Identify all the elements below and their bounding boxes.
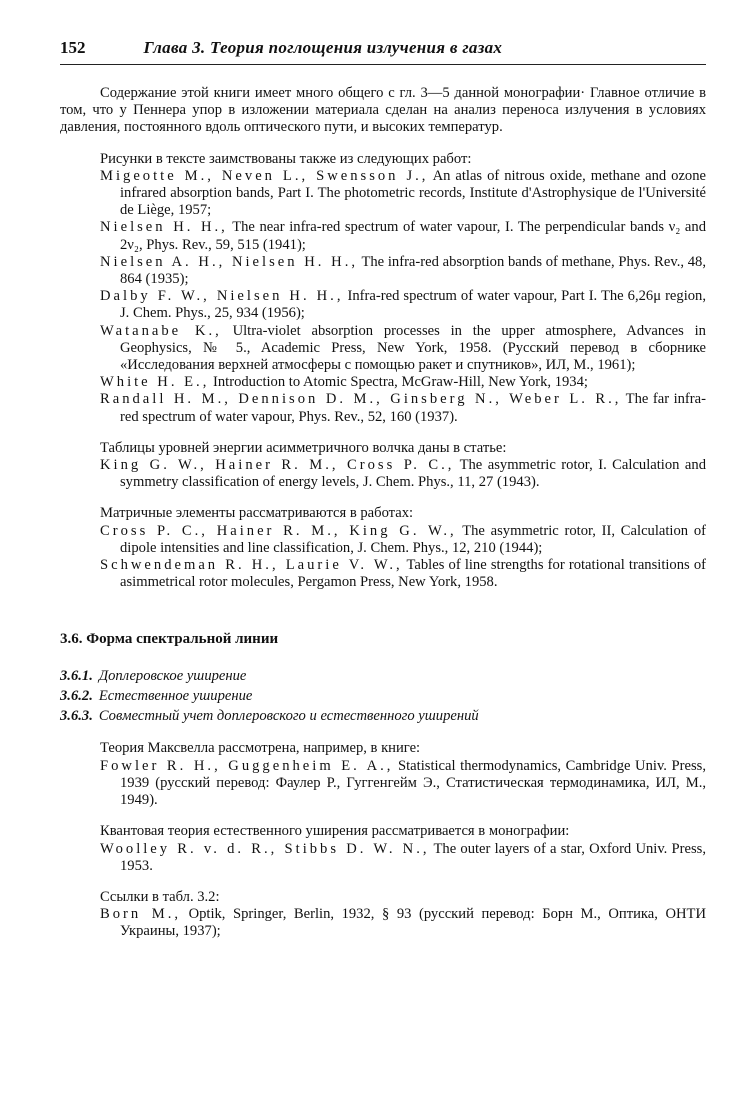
- section-number: 3.6.: [60, 631, 83, 648]
- subsection-heading: [60, 666, 706, 686]
- subsection-heading: [60, 706, 706, 726]
- reference-entry: [100, 758, 706, 810]
- figures-reference-block: [100, 151, 706, 426]
- page-number: 152: [60, 38, 86, 57]
- block-lead: Квантовая теория естественного уширения рассматривается в монографии:: [100, 823, 570, 840]
- reference-text: The asymmetric rotor, I. Calculation and symmetry classification of energy levels, J. Chem. Phys., 11, 27 (1943).: [120, 457, 706, 491]
- block-lead: Таблицы уровней энергии асимметричного волчка даны в статье:: [100, 439, 507, 456]
- reference-list: [100, 758, 706, 810]
- reference-list: [100, 523, 706, 592]
- reference-entry: [100, 288, 706, 322]
- reference-author: Fowler R. H., Guggenheim E. A.,: [100, 757, 394, 774]
- reference-author: White H. E.,: [100, 374, 210, 391]
- reference-text: The near infra-red spectrum of water vapour, I. The perpendicular bands ν₂ and 2ν₂, Phys. Rev., 59, 515 (1941);: [120, 219, 707, 253]
- reference-text: The asymmetric rotor, II, Calculation of dipole intensities and line classification, J. Chem. Phys., 12, 210 (1944);: [120, 522, 706, 556]
- tables-reference-block: [100, 440, 706, 492]
- reference-author: Cross P. C., Hainer R. M., King G. W.,: [100, 522, 457, 539]
- maxwell-reference-block: [100, 740, 706, 809]
- reference-text: An atlas of nitrous oxide, methane and ozone infrared absorption bands, Part I. The photometric records, Institute d'Astrophysique de l'Université de Liège, 1957;: [120, 167, 706, 219]
- reference-list: [100, 906, 706, 940]
- reference-text: The outer layers of a star, Oxford Univ. Press, 1953.: [120, 840, 707, 874]
- subsection-number: 3.6.1.: [60, 668, 93, 685]
- reference-list: [100, 168, 706, 426]
- running-title: Глава 3. Теория поглощения излучения в газах: [143, 38, 503, 57]
- reference-entry: [100, 557, 706, 591]
- quantum-reference-block: [100, 823, 706, 875]
- reference-text: Infra-red spectrum of water vapour, Part I. The 6,26μ region, J. Chem. Phys., 25, 934 (1956);: [120, 288, 707, 322]
- reference-text: The infra-red absorption bands of methane, Phys. Rev., 48, 864 (1935);: [120, 253, 706, 288]
- reference-text: Optik, Springer, Berlin, 1932, § 93 (русский перевод: Борн М., Оптика, ОНТИ Украины, 1937);: [120, 906, 706, 940]
- reference-author: Watanabe K.,: [100, 322, 222, 339]
- subsection-number: 3.6.3.: [60, 708, 93, 725]
- section-heading: [60, 631, 706, 648]
- reference-author: Dalby F. W., Nielsen H. H.,: [100, 288, 344, 305]
- reference-entry: [100, 254, 706, 288]
- subsection-title: Естественное уширение: [98, 688, 253, 705]
- reference-author: Migeotte M., Neven L., Swensson J.,: [100, 167, 429, 184]
- reference-text: Ultra-violet absorption processes in the upper atmosphere, Advances in Geophysics, № 5., Academic Press, New York, 1958. (Русский перевод в сборнике «Исследования верхней атмосферы с помощью ракет и спутников», ИЛ, М., 1961);: [120, 322, 706, 374]
- reference-list: [100, 841, 706, 875]
- reference-list: [100, 457, 706, 491]
- reference-entry: [100, 219, 706, 253]
- reference-entry: [100, 391, 706, 425]
- reference-text: The far infra-red spectrum of water vapour, Phys. Rev., 52, 160 (1937).: [120, 391, 706, 425]
- reference-entry: [100, 906, 706, 940]
- reference-text: Statistical thermodynamics, Cambridge Univ. Press, 1939 (русский перевод: Фаулер Р., Гуггенгейм Э., Статистическая термодинамика, ИЛ, М., 1949).: [120, 757, 706, 809]
- block-lead: Ссылки в табл. 3.2:: [100, 888, 220, 905]
- reference-author: Nielsen H. H.,: [100, 219, 228, 236]
- reference-entry: [100, 374, 706, 391]
- matrix-reference-block: [100, 505, 706, 591]
- reference-text: Tables of line strengths for rotational transitions of asimmetrical rotor molecules, Pergamon Press, New York, 1958.: [120, 557, 706, 591]
- reference-author: Schwendeman R. H., Laurie V. W.,: [100, 557, 403, 574]
- block-lead: Теория Максвелла рассмотрена, например, в книге:: [100, 740, 421, 757]
- subsection-list: [60, 666, 706, 726]
- reference-entry: [100, 457, 706, 491]
- reference-entry: [100, 168, 706, 220]
- reference-entry: [100, 841, 706, 875]
- subsection-title: Доплеровское уширение: [98, 668, 247, 685]
- subsection-title: Совместный учет доплеровского и естественного уширений: [98, 708, 479, 725]
- reference-entry: [100, 323, 706, 375]
- reference-author: King G. W., Hainer R. M., Cross P. C.,: [100, 457, 455, 474]
- book-page: [60, 38, 706, 955]
- reference-author: Born M.,: [100, 906, 182, 923]
- running-header: [60, 38, 706, 65]
- reference-text: Introduction to Atomic Spectra, McGraw-Hill, New York, 1934;: [209, 374, 588, 391]
- subsection-heading: [60, 686, 706, 706]
- subsection-number: 3.6.2.: [60, 688, 93, 705]
- reference-author: Woolley R. v. d. R., Stibbs D. W. N.,: [100, 840, 430, 857]
- reference-entry: [100, 523, 706, 557]
- reference-author: Nielsen A. H., Nielsen H. H.,: [100, 253, 358, 270]
- reference-author: Randall H. M., Dennison D. M., Ginsberg N., Weber L. R.,: [100, 391, 622, 408]
- block-lead: Рисунки в тексте заимствованы также из следующих работ:: [100, 150, 472, 167]
- table-reference-block: [100, 889, 706, 941]
- intro-paragraph: Содержание этой книги имеет много общего с гл. 3—5 данной монографии· Главное отличие в том, что у Пеннера упор в изложении материала сделан на анализ переноса излучения в условиях давления, постоянного вдоль оптического пути, и высоких температур.: [60, 85, 706, 136]
- block-lead: Матричные элементы рассматриваются в работах:: [100, 505, 414, 522]
- section-title: Форма спектральной линии: [86, 631, 279, 648]
